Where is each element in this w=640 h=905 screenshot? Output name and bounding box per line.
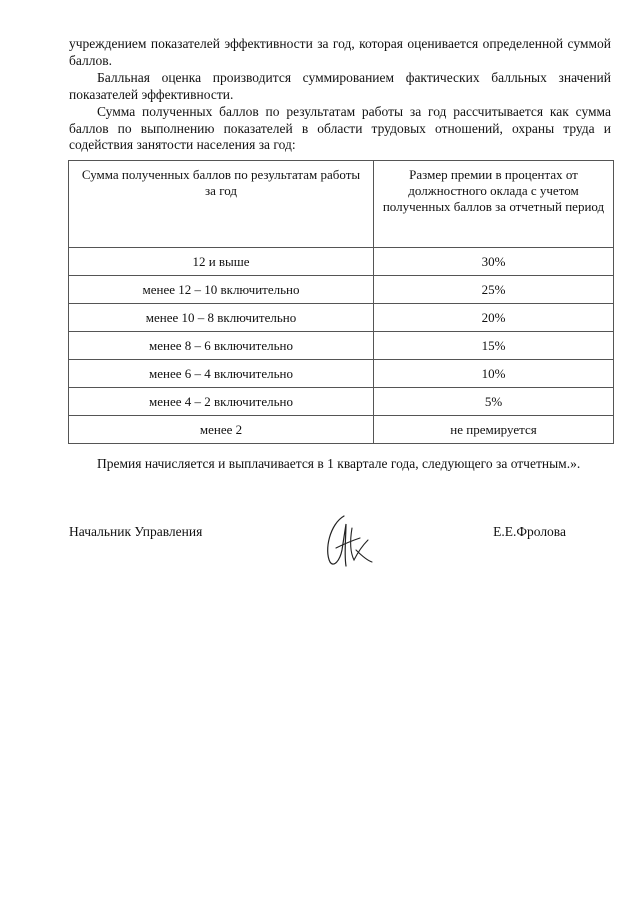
signatory-name: Е.Е.Фролова xyxy=(493,524,566,539)
table-cell-points: менее 8 – 6 включительно xyxy=(69,332,374,360)
table-cell-bonus: 5% xyxy=(374,388,614,416)
table-cell-points: менее 2 xyxy=(69,416,374,444)
table-cell-points: менее 12 – 10 включительно xyxy=(69,276,374,304)
table-cell-points: менее 4 – 2 включительно xyxy=(69,388,374,416)
paragraph-payment-timing: Премия начисляется и выплачивается в 1 квартале года, следующего за отчетным.». xyxy=(97,456,581,471)
table-cell-points: менее 6 – 4 включительно xyxy=(69,360,374,388)
table-row xyxy=(69,332,614,360)
paragraph-scoring: Балльная оценка производится суммированием фактических балльных значений показателей эффективности. xyxy=(69,70,611,102)
table-header-bonus: Размер премии в процентах от должностного оклада с учетом полученных баллов за отчетный период xyxy=(374,161,614,248)
table-cell-bonus: 25% xyxy=(374,276,614,304)
table-row xyxy=(69,276,614,304)
paragraph-sum-calculation: Сумма полученных баллов по результатам работы за год рассчитывается как сумма баллов по выполнению показателей в области трудовых отношений, охраны труда и содействия занятости населения за год: xyxy=(69,104,611,152)
table-cell-bonus: 20% xyxy=(374,304,614,332)
table-cell-bonus: не премируется xyxy=(374,416,614,444)
table-row xyxy=(69,248,614,276)
table-row xyxy=(69,304,614,332)
table-header-points: Сумма полученных баллов по результатам работы за год xyxy=(69,161,374,248)
table-cell-points: менее 10 – 8 включительно xyxy=(69,304,374,332)
signatory-title: Начальник Управления xyxy=(69,524,203,539)
table-row xyxy=(69,416,614,444)
bonus-table xyxy=(68,160,614,444)
table-cell-bonus: 10% xyxy=(374,360,614,388)
handwritten-signature xyxy=(322,510,374,572)
table-cell-points: 12 и выше xyxy=(69,248,374,276)
table-cell-bonus: 30% xyxy=(374,248,614,276)
table-row xyxy=(69,360,614,388)
table-row xyxy=(69,388,614,416)
table-header-row xyxy=(69,161,614,248)
table-cell-bonus: 15% xyxy=(374,332,614,360)
paragraph-continuation: учреждением показателей эффективности за год, которая оценивается определенной суммой баллов. xyxy=(69,36,611,68)
